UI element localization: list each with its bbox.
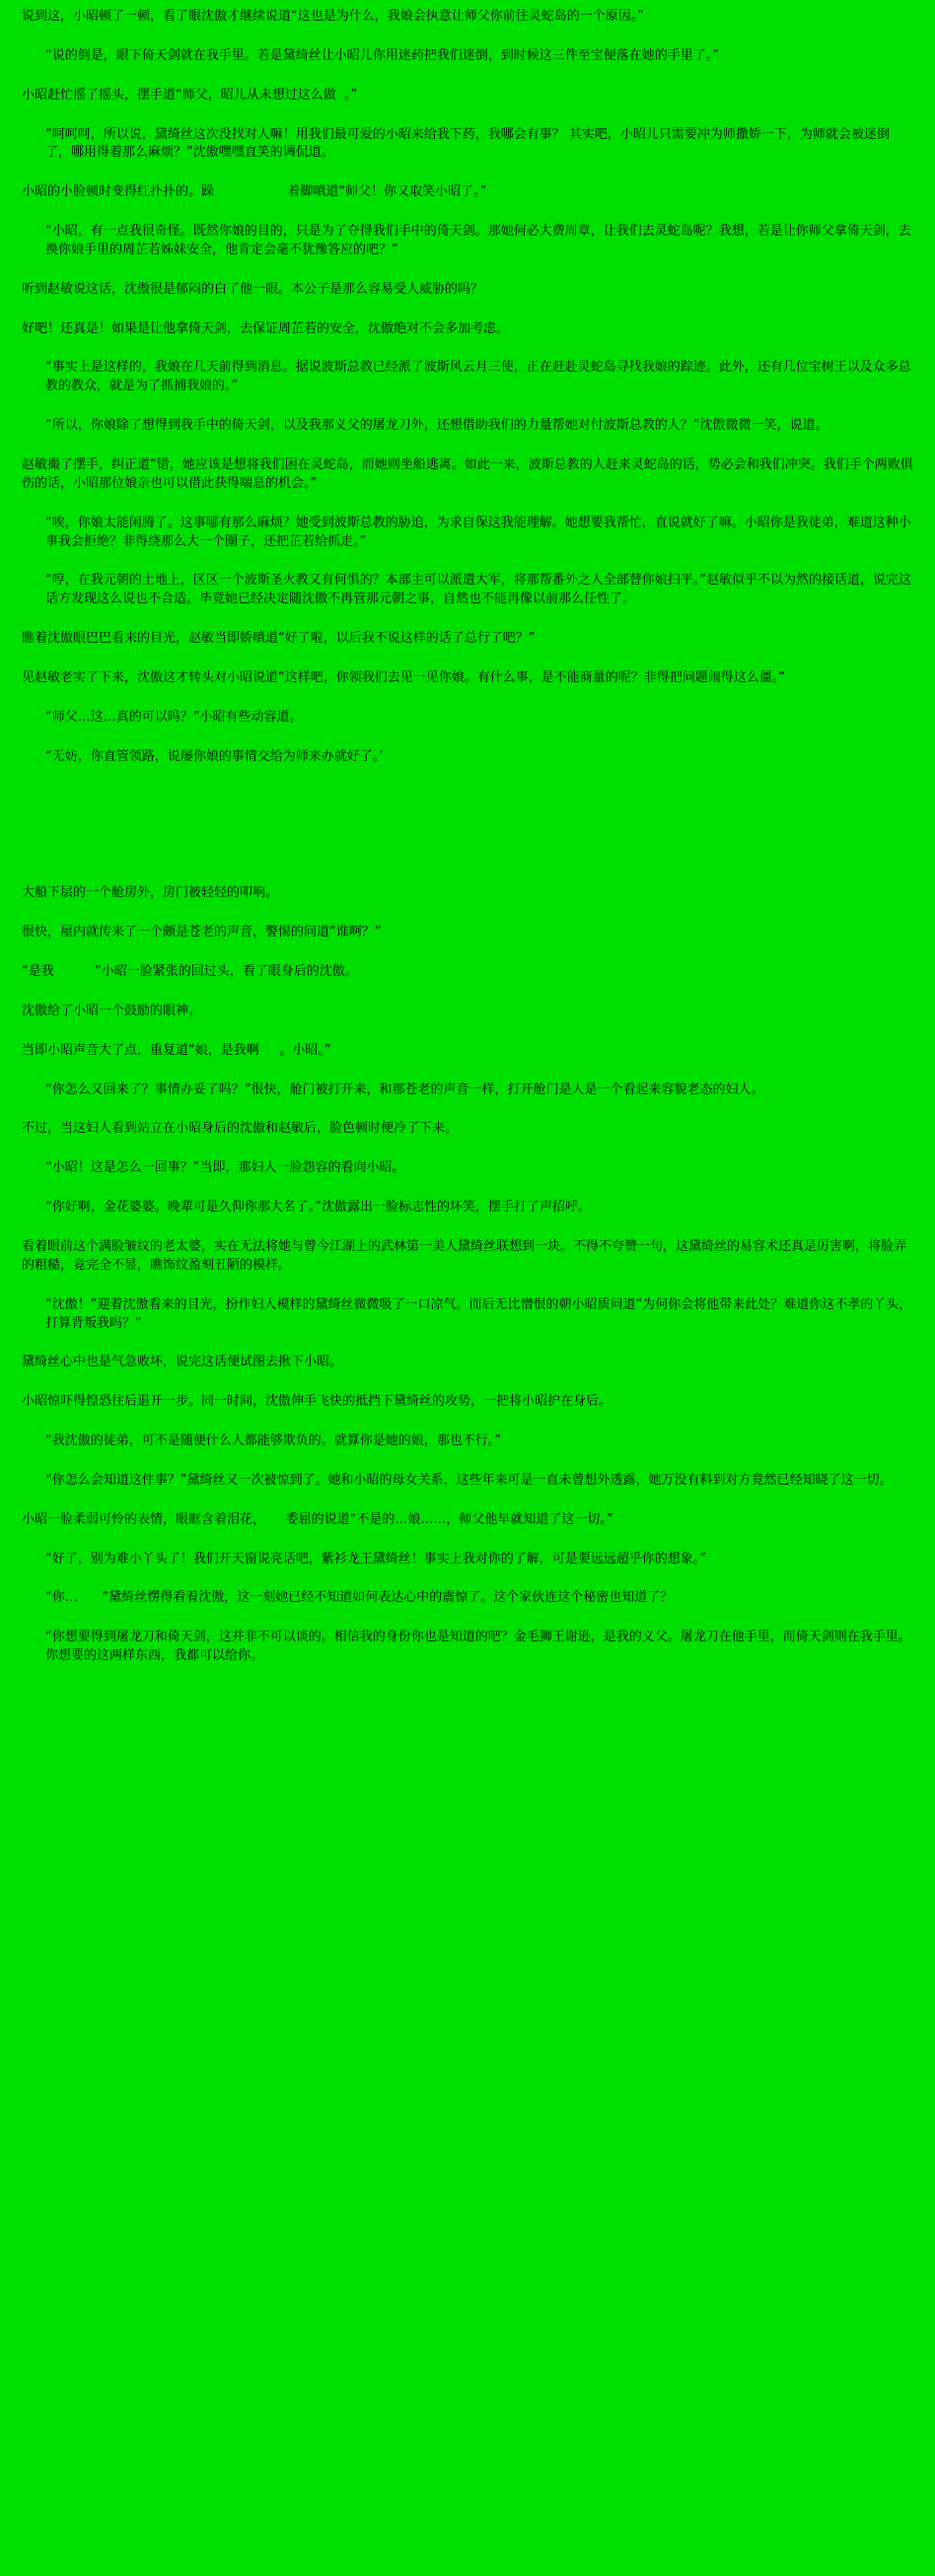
paragraph: 小昭的小脸顿时变得红扑扑的。跺 着脚嗔道“师父！你又取笑小昭了。” xyxy=(22,184,487,200)
paragraph: 好吧！还真是！如果是让他拿倚天剑，去保证周芷若的安全，沈傲绝对不会多加考虑。 xyxy=(22,320,510,336)
paragraph: “呵呵呵，所以说，黛绮丝这次没找对人嘛！用我们最可爱的小昭来给我下药，我哪会有事？ 其实吧，小昭儿只需要冲为师撒娇一下，为师就会被迷倒了，哪用得着那么麻烦？”沈傲嘿嘿直笑的调侃道。 xyxy=(45,126,890,161)
paragraph: 听到赵敏说这话，沈傲很是郁闷的白了他一眼。本公子是那么容易受人威胁的吗？ xyxy=(22,281,484,297)
paragraph: 瞧着沈傲眼巴巴看来的目光，赵敏当即娇嗔道“好了啦，以后我不说这样的话了总行了吧？” xyxy=(22,631,536,647)
paragraph: 赵敏撮了摆手，纠正道“错，她应该是想将我们困在灵蛇岛，而她则坐船逃离。如此一来，波斯总教的人赶来灵蛇岛的话，势必会和我们冲突。我们手个两败俱伤的话，小昭那位娘亲也可以借此获得喘息的机会。” xyxy=(22,456,913,491)
paragraph: “你想要得到屠龙刀和倚天剑，这并非不可以谈的。相信我的身份你也是知道的吧？金毛狮王谢逊，是我的义父。屠龙刀在他手里，而倚天剑则在我手里。你想要的这两样东西，我都可以给你。 xyxy=(45,1630,911,1664)
paragraph: “说的倒是，眼下倚天剑就在我手里。若是黛绮丝让小昭儿你用迷药把我们迷倒，到时候这三件至宝便落在她的手里了。” xyxy=(45,47,719,63)
paragraph: 不过，当这妇人看到站立在小昭身后的沈傲和赵敏后，脸色顿时便冷了下来。 xyxy=(22,1121,459,1137)
paragraph: 大船下层的一个舱房外，房门被轻轻的叩响。 xyxy=(22,885,279,901)
paragraph: 小昭一脸柔弱可怜的表情，眼眶含着泪花， 委屈的说道“不是的…娘……，师父他早就知道了这一切。” xyxy=(22,1511,613,1527)
paragraph: 很快，屋内就传来了一个颇是苍老的声音，警惕的问道“谁啊？” xyxy=(22,925,382,940)
paragraph: “哼，在我元朝的土地上，区区一个波斯圣火教又有何惧的？本部主可以派遣大军，将那帮番外之人全部替你娘扫平。”赵敏似乎不以为然的接话道，说完这话方发现这么说也不合适。毕竟她已经决定随沈傲不再管那元朝之事，自然也不能再像以前那么任性了。 xyxy=(45,573,911,607)
paragraph: “无妨，你直管领路，说屡你娘的事情交给为师来办就好了。’ xyxy=(45,748,384,764)
paragraph: 看着眼前这个满脸皱纹的老太婆，实在无法将她与曾今江湖上的武林第一美人黛绮丝联想到一块。不得不夸赞一句，这黛绮丝的易容术还真是厉害啊，将脸弄的粗糙，竟完全不显，瞧饰纹盈刻丑陋的模样。 xyxy=(22,1239,907,1273)
paragraph: “是我 ”小昭一脸紧张的回过头，看了眼身后的沈傲。 xyxy=(22,964,358,980)
paragraph: “小昭！这是怎么一回事？”当即，那妇人一脸怨容的看向小昭。 xyxy=(45,1160,405,1176)
paragraph: “好了，别为难小丫头了！我们开天窗说亮话吧，紫衫龙王黛绮丝！事实上我对你的了解，可是要远远超乎你的想象。” xyxy=(45,1551,706,1566)
paragraph: “你怎么又回来了？事情办妥了吗？”很快，舱门被打开来，和那苍老的声音一样，打开舱门是人是一个看起来容貌老态的妇人。 xyxy=(45,1081,764,1097)
paragraph: “事实上是这样的，我娘在几天前得到消息。据说波斯总教已经派了波斯风云月三使，正在赶赴灵蛇岛寻找我娘的踪迹。此外，还有几位宝树王以及众多总教的教众，就是为了抓捕我娘的。” xyxy=(45,360,911,394)
paragraph: “沈傲！”迎着沈傲看来的目光，扮作妇人模样的黛绮丝微微吸了一口凉气。而后无比憎恨的朝小昭质问道“为何你会将他带来此处？难道你这不孝的丫头，打算背叛我吗？” xyxy=(45,1296,912,1331)
paragraph: 小昭惊吓得惶恐往后退开一步。同一时间，沈傲伸手飞快的抵挡下黛绮丝的攻势，一把将小昭护在身后。 xyxy=(22,1394,612,1410)
paragraph: “师父…这…真的可以吗？”小昭有些动容道。 xyxy=(45,709,303,725)
paragraph: “唉，你娘太能闲腾了。这事哪有那么麻烦？她受到波斯总教的胁迫，为求自保这我能理解。她想要我帮忙，直说就好了嘛。小昭你是我徒弟，难道这种小事我会拒绝？非得绕那么大一个圈子，还把芷若给抓走。” xyxy=(45,515,911,549)
paragraph: “我沈傲的徒弟，可不是随便什么人都能够欺负的。就算你是她的娘，那也不行。” xyxy=(45,1433,501,1449)
paragraph: “小昭，有一点我很奇怪。既然你娘的目的，只是为了夺得我们手中的倚天剑。那她何必大费周章，让我们去灵蛇岛呢？我想，若是让你师父拿倚天剑，去换你娘手里的周芷若姊妹安全，他肯定会毫不犹豫答应的吧？” xyxy=(45,224,911,257)
paragraph: “你好啊，金花婆婆。晚辈可是久仰你那大名了。”沈傲露出一脸标志性的坏笑，摆手打了声招呼。 xyxy=(45,1200,591,1216)
paragraph: 见赵敏老实了下来，沈傲这才转头对小昭说道“这样吧，你领我们去见一见你娘。有什么事，是不能商量的呢？非得把问题闹得这么僵。” xyxy=(22,669,785,685)
paragraph: 小昭赶忙摇了摇头，摆手道“师父，昭儿从未想过这么做 。” xyxy=(22,87,358,103)
paragraph: 黛绮丝心中也是气急败坏，说完这话便试图去揪下小昭。 xyxy=(22,1355,343,1370)
paragraph: 当即小昭声音大了点，重复道“娘，是我啊 。小昭。” xyxy=(22,1042,331,1058)
paragraph: “你怎么会知道这件事？”黛绮丝又一次被惊到了。她和小昭的母女关系，这些年来可是一直未曾想外透露，她万没有料到对方竟然已经知晓了这一切。 xyxy=(45,1472,893,1488)
paragraph: 沈傲给了小昭一个鼓励的眼神。 xyxy=(22,1003,202,1018)
paragraph: “所以，你娘除了想得到我手中的倚天剑，以及我那义父的屠龙刀外，还想借助我们的力量帮她对付波斯总教的人？”沈傲微微一笑，说道。 xyxy=(45,418,828,434)
paragraph: 说到这，小昭顿了一顿，看了眼沈傲才继续说道“这也是为什么，我娘会执意让师父你前往灵蛇岛的一个原因。” xyxy=(22,9,644,24)
paragraph: “你… ”黛绮丝愣得看着沈傲，这一刻她已经不知道如何表达心中的震惊了。这个家伙连这个秘密也知道了？ xyxy=(45,1590,674,1606)
